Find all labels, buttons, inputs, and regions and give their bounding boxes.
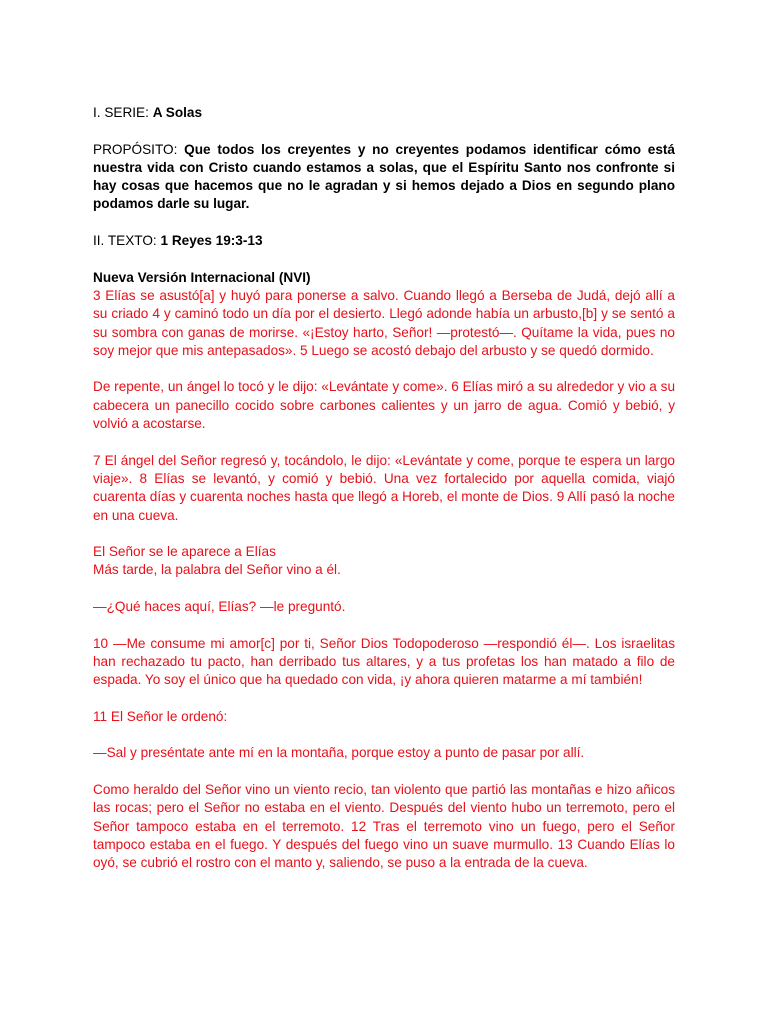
- passage-paragraph-5: —¿Qué haces aquí, Elías? —le preguntó.: [93, 599, 346, 615]
- texto-label: II. TEXTO:: [93, 233, 161, 249]
- proposito-label: PROPÓSITO:: [93, 141, 185, 157]
- proposito-paragraph: [93, 141, 675, 214]
- passage-paragraph-1: 3 Elías se asustó[a] y huyó para ponerse a salvo. Cuando llegó a Berseba de Judá, dejó allí a su criado 4 y caminó todo un día por el desierto. Llegó adonde había un arbusto,[b] y se sentó a su sombra con ganas de morirse. «¡Estoy harto, Señor! —protestó—. Quítame la vida, pues no soy mejor que mis antepasados». 5 Luego se acostó debajo del arbusto y se quedó dormido.: [93, 287, 675, 358]
- serie-value: A Solas: [152, 105, 203, 120]
- passage-paragraph-2: De repente, un ángel lo tocó y le dijo: «Levántate y come». 6 Elías miró a su alrededor y vio a su cabecera un panecillo cocido sobre carbones calientes y un jarro de agua. Comió y bebió, y volvió a acostarse.: [93, 379, 675, 432]
- texto-line: [93, 232, 675, 250]
- document-body: [93, 104, 675, 891]
- serie-line: [93, 104, 675, 122]
- passage-paragraph-4: Más tarde, la palabra del Señor vino a él.: [93, 562, 341, 578]
- passage-paragraph-9: Como heraldo del Señor vino un viento recio, tan violento que partió las montañas e hizo añicos las rocas; pero el Señor no estaba en el viento. Después del viento hubo un terremoto, pero el Señor tampoco estaba en el terremoto. 12 Tras el terremoto vino un fuego, pero el Señor tampoco estaba en el fuego. Y después del fuego vino un suave murmullo. 13 Cuando Elías lo oyó, se cubrió el rostro con el manto y, saliendo, se puso a la entrada de la cueva.: [93, 781, 675, 871]
- passage-paragraph-8: —Sal y preséntate ante mí en la montaña, porque estoy a punto de pasar por allí.: [93, 745, 585, 761]
- passage-paragraph-6: 10 —Me consume mi amor[c] por ti, Señor Dios Todopoderoso —respondió él—. Los israelitas han rechazado tu pacto, han derribado tus altares, y a tus profetas los han matado a filo de espada. Yo soy el único que ha quedado con vida, ¡y ahora quieren matarme a mí también!: [93, 635, 675, 688]
- passage-heading: El Señor se le aparece a Elías: [93, 544, 276, 560]
- serie-label: I. SERIE:: [93, 105, 153, 120]
- texto-value: 1 Reyes 19:3-13: [160, 233, 263, 249]
- passage-paragraph-3: 7 El ángel del Señor regresó y, tocándolo, le dijo: «Levántate y come, porque te espera un largo viaje». 8 Elías se levantó, y comió y bebió. Una vez fortalecido por aquella comida, viajó cuarenta días y cuarenta noches hasta que llegó a Horeb, el monte de Dios. 9 Allí pasó la noche en una cueva.: [93, 452, 675, 523]
- passage-paragraph-7: 11 El Señor le ordenó:: [93, 708, 228, 724]
- version-title: Nueva Versión Internacional (NVI): [93, 269, 311, 285]
- proposito-value: Que todos los creyentes y no creyentes podamos identificar cómo está nuestra vida con Cristo cuando estamos a solas, que el Espíritu Santo nos confronte si hay cosas que hacemos que no le agradan y si hemos dejado a Dios en segundo plano podamos darle su lugar.: [93, 141, 675, 212]
